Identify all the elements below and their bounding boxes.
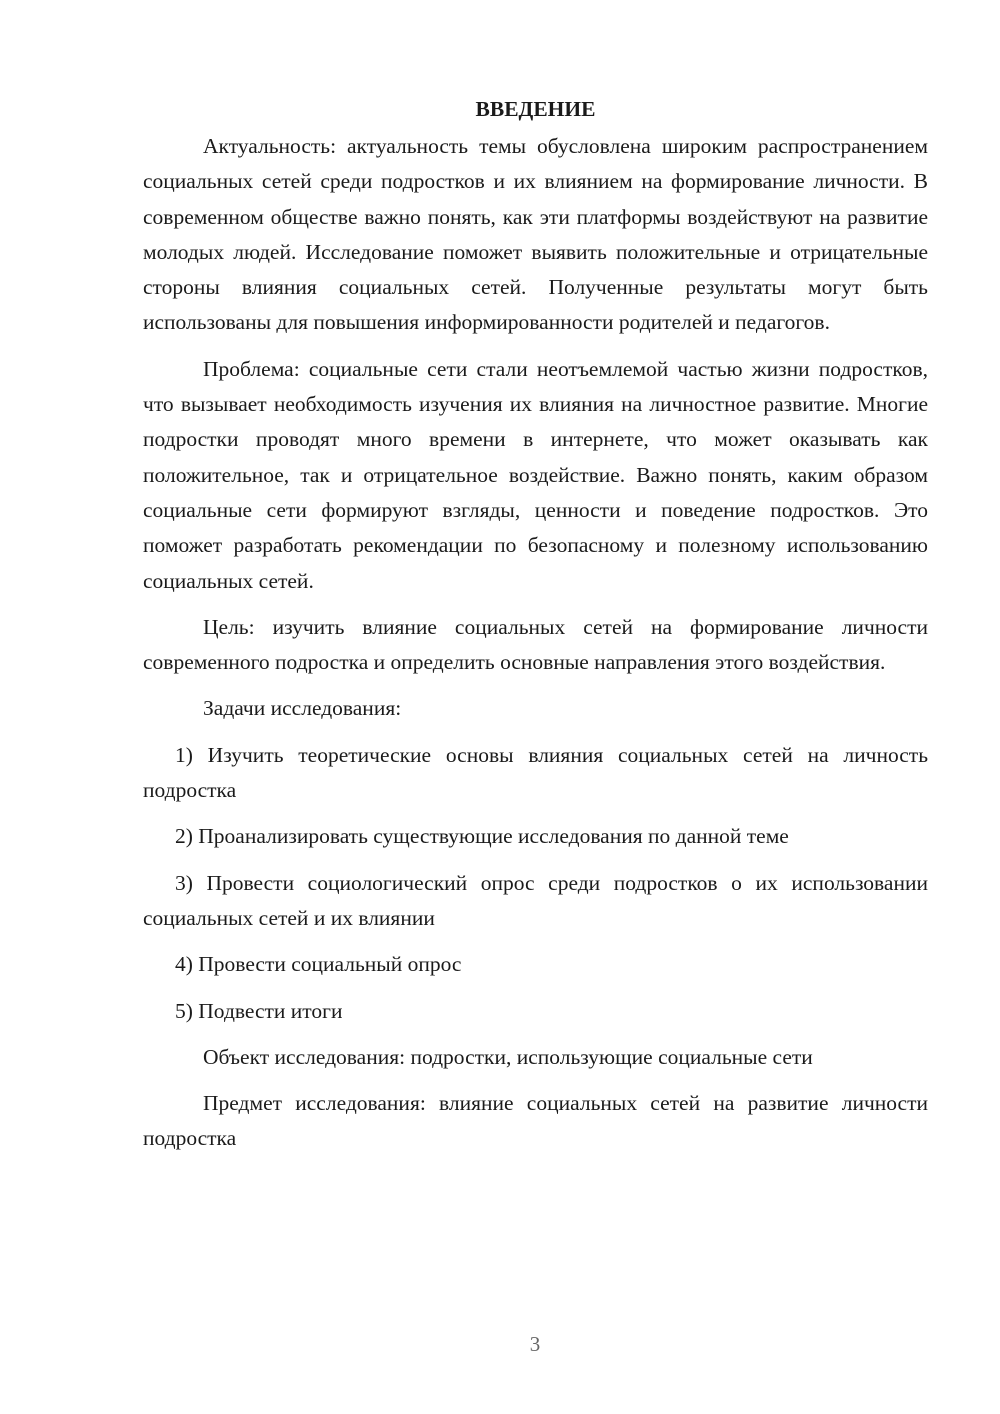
relevance-paragraph: Актуальность: актуальность темы обусловлена широким распространением социальных сетей среди подростков и их влиянием на формирование личности. В современном обществе важно понять, как эти платформы воздействуют на развитие молодых людей. Исследование поможет выявить положительные и отрицательные стороны влияния социальных сетей. Полученные результаты могут быть использованы для повышения информированности родителей и педагогов. [143,134,928,335]
task-item-5: 5) Подвести итоги [175,998,343,1023]
page-number: 3 [529,1332,541,1356]
document-page [143,92,928,1168]
task-item-4: 4) Провести социальный опрос [175,952,462,977]
tasks-title: Задачи исследования: [203,696,402,721]
task-item-1: 1) Изучить теоретические основы влияния социальных сетей на личность подростка [143,742,928,803]
task-item-3: 3) Провести социологический опрос среди подростков о их использовании социальных сетей и их влиянии [143,870,928,930]
problem-paragraph: Проблема: социальные сети стали неотъемлемой частью жизни подростков, что вызывает необходимость изучения их влияния на личностное развитие. Многие подростки проводят много времени в интернете, что может оказывать как положительное, так и отрицательное воздействие. Важно понять, каким образом социальные сети формируют взгляды, ценности и поведение подростков. Это поможет разработать рекомендации по безопасному и полезному использованию социальных сетей. [143,356,928,593]
section-heading: ВВЕДЕНИЕ [475,97,596,121]
subject-paragraph: Предмет исследования: влияние социальных сетей на развитие личности подростка [143,1091,928,1151]
goal-paragraph: Цель: изучить влияние социальных сетей на формирование личности современного подростка и определить основные направления этого воздействия. [143,614,928,675]
object-paragraph: Объект исследования: подростки, использующие социальные сети [203,1044,813,1069]
task-item-2: 2) Проанализировать существующие исследования по данной теме [175,824,789,849]
